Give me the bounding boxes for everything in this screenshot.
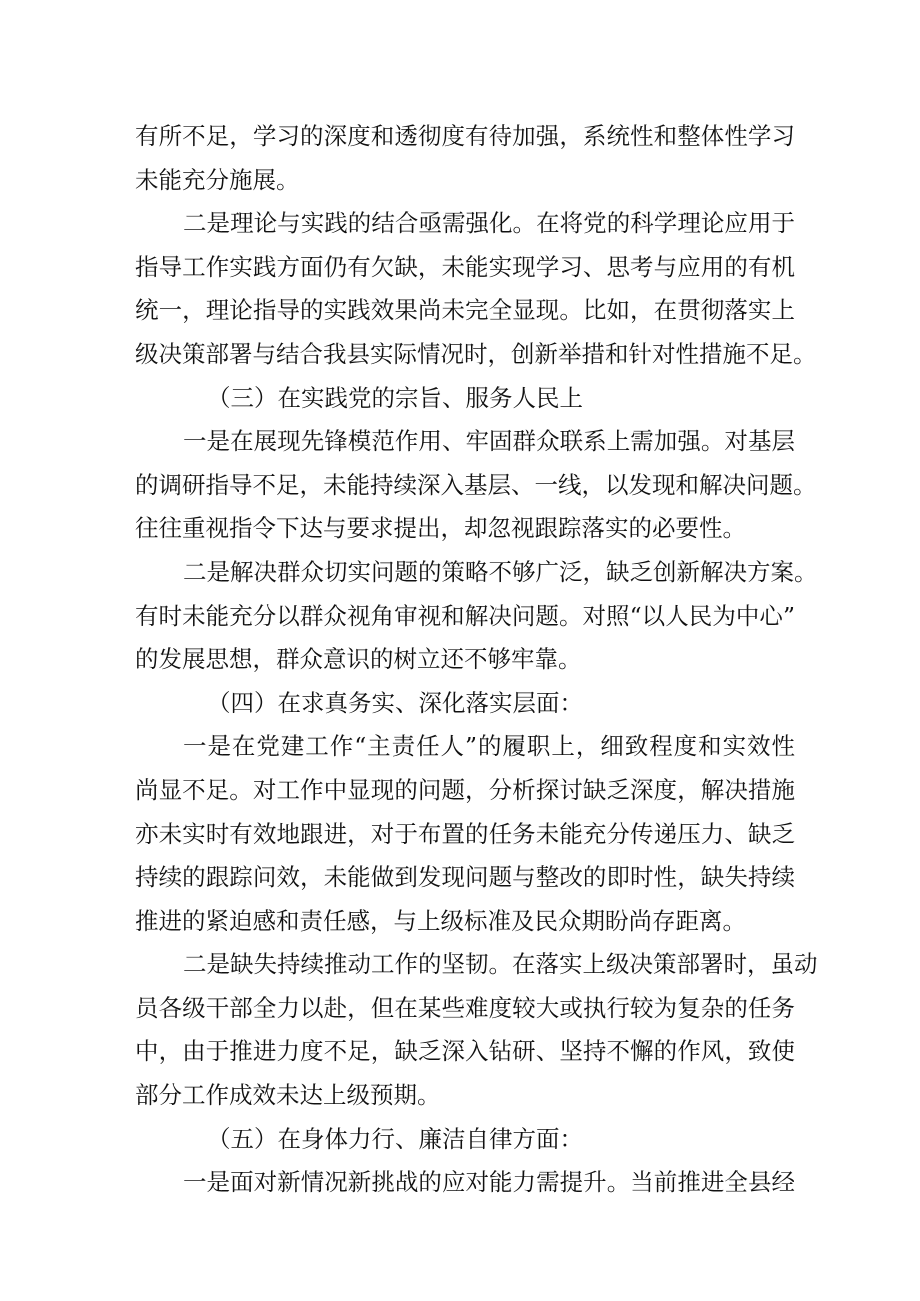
text-line: 一是在党建工作“主责任人”的履职上，细致程度和实效性: [183, 732, 795, 761]
text-line: 部分工作成效未达上级预期。: [135, 1081, 441, 1110]
text-line: 中，由于推进力度不足，缺乏深入钻研、坚持不懈的作风，致使: [135, 1037, 795, 1066]
text-line: 统一，理论指导的实践效果尚未完全显现。比如，在贯彻落实上: [135, 296, 795, 325]
text-line: 员各级干部全力以赴，但在某些难度较大或执行较为复杂的任务: [135, 993, 795, 1022]
text-line: 尚显不足。对工作中显现的问题，分析探讨缺乏深度，解决措施: [135, 775, 795, 804]
body-text: [135, 115, 818, 1205]
text-line: 往往重视指令下达与要求提出，却忽视跟踪落实的必要性。: [135, 514, 746, 543]
text-line: 一是面对新情况新挑战的应对能力需提升。当前推进全县经: [183, 1168, 795, 1197]
text-line: 二是解决群众切实问题的策略不够广泛，缺乏创新解决方案。: [183, 557, 818, 586]
text-line: 有时未能充分以群众视角审视和解决问题。对照“以人民为中心”: [135, 601, 795, 630]
text-line: 有所不足，学习的深度和透彻度有待加强，系统性和整体性学习: [135, 122, 795, 150]
text-line: 的调研指导不足，未能持续深入基层、一线，以发现和解决问题。: [135, 470, 817, 499]
text-line: 亦未实时有效地跟进，对于布置的任务未能充分传递压力、缺乏: [135, 819, 795, 848]
text-line: 二是缺失持续推动工作的坚韧。在落实上级决策部署时，虽动: [183, 950, 818, 979]
section-heading: （三）在实践党的宗旨、服务人民上: [207, 383, 583, 412]
text-line: 一是在展现先锋模范作用、牢固群众联系上需加强。对基层: [183, 427, 795, 456]
section-heading: （四）在求真务实、深化落实层面：: [207, 688, 583, 717]
text-line: 级决策部署与结合我县实际情况时，创新举措和针对性措施不足。: [135, 339, 817, 368]
text-line: 持续的跟踪问效，未能做到发现问题与整改的即时性，缺失持续: [135, 863, 795, 892]
section-heading: （五）在身体力行、廉洁自律方面：: [207, 1124, 583, 1153]
text-line: 二是理论与实践的结合亟需强化。在将党的科学理论应用于: [183, 209, 795, 238]
text-line: 推进的紧迫感和责任感，与上级标准及民众期盼尚存距离。: [135, 906, 746, 935]
text-line: 指导工作实践方面仍有欠缺，未能实现学习、思考与应用的有机: [135, 252, 795, 281]
text-line: 未能充分施展。: [135, 165, 300, 194]
text-line: 的发展思想，群众意识的树立还不够牢靠。: [135, 645, 582, 674]
